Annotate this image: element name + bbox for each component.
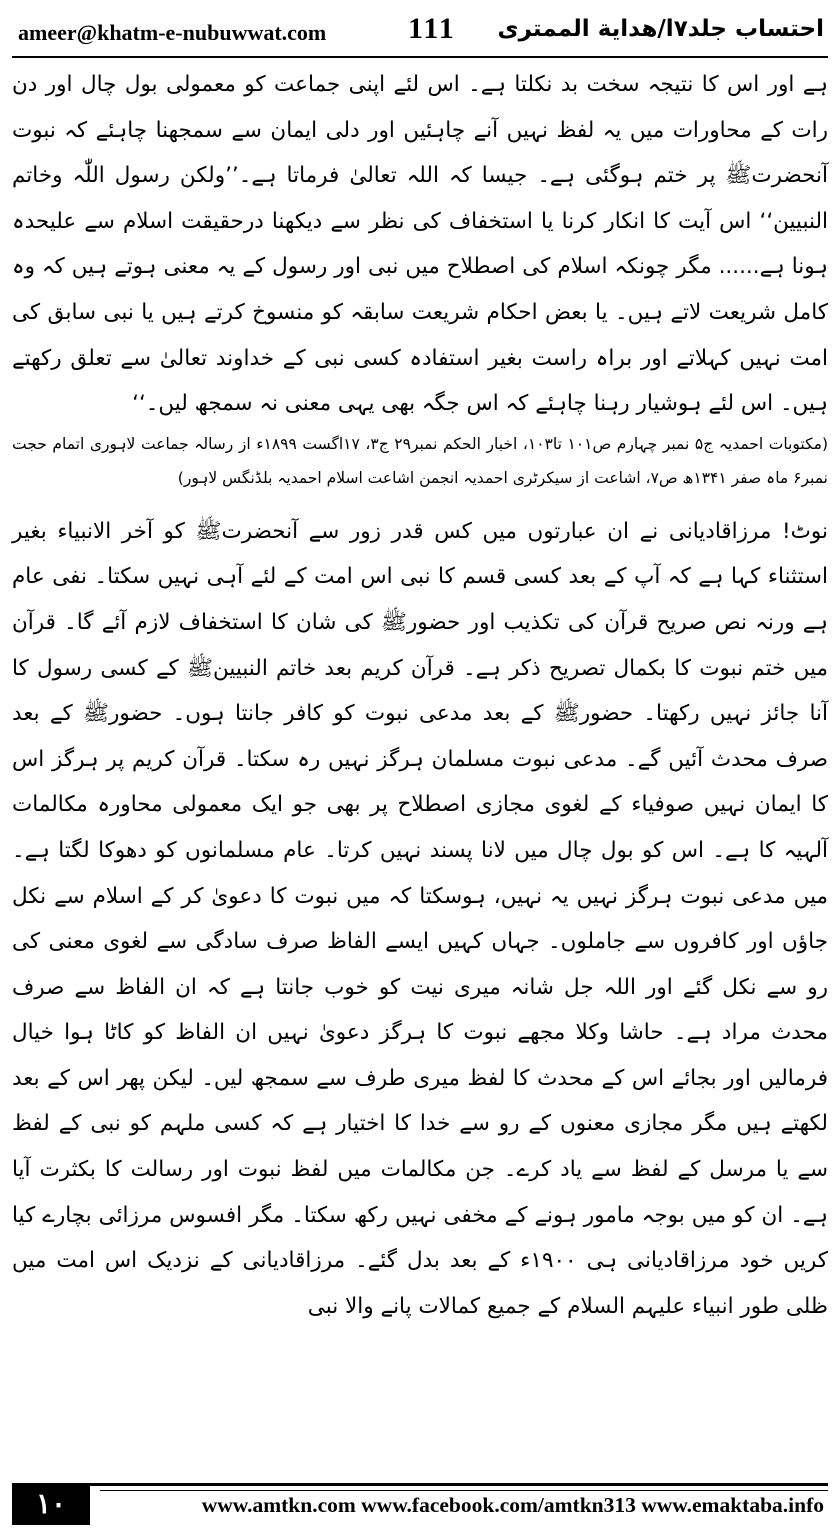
note-paragraph: نوٹ! مرزاقادیانی نے ان عبارتوں میں کس قدر زور سے آنحضرتﷺ کو آخر الانبیاء بغیر استثناء کہا ہے کہ آپ کے بعد کسی قسم کا نبی اس امت کے لئے آہی نہیں سکتا۔ نفی عام ہے ورنہ نص صریح قرآن کی تکذیب اور حضورﷺ کی شان کا استخفاف لازم آئے گا۔ قرآن میں ختم نبوت کا بکمال تصریح ذکر ہے۔ قرآن کریم بعد خاتم النبیینﷺ کے کسی رسول کا آنا جائز نہیں رکھتا۔ حضورﷺ کے بعد مدعی نبوت کو کافر جانتا ہوں۔ حضورﷺ کے بعد صرف محدث آئیں گے۔ مدعی نبوت مسلمان ہرگز نہیں رہ سکتا۔ قرآن کریم پر ہرگز اس کا ایمان نہیں صوفیاء کے لغوی مجازی اصطلاح پر بھی جو ایک معمولی محاورہ مکالمات آلہیہ کا ہے۔ اس کو بول چال میں لانا پسند نہیں کرتا۔ عام مسلمانوں کو دھوکا لگتا ہے۔ میں مدعی نبوت ہرگز نہیں یہ نہیں، ہوسکتا کہ میں نبوت کا دعویٰ کر کے اسلام سے نکل جاؤں اور کافروں سے جاملوں۔ جہاں کہیں ایسے الفاظ صرف سادگی سے لغوی معنی کی رو سے نکل گئے اور اللہ جل شانہ میری نیت کو خوب جانتا ہے کہ ان الفاظ سے صرف محدث مراد ہے۔ حاشا وکلا مجھے نبوت کا ہرگز دعویٰ نہیں ان الفاظ کو کاٹا ہوا خیال فرمالیں اور بجائے اس کے محدث کا لفظ میری طرف سے سمجھ لیں۔ لیکن پھر اس کے بعد لکھتے ہیں مگر مجازی معنوں کے رو سے خدا کا اختیار ہے کہ کسی ملہم کو نبی کے لفظ سے یا مرسل کے لفظ سے یاد کرے۔ جن مکالمات میں لفظ نبوت اور رسالت کا بکثرت آیا ہے۔ ان کو میں بوجہ مامور ہونے کے مخفی نہیں رکھ سکتا۔ مگر افسوس مرزائی بچارے کیا کریں خود مرزاقادیانی ہی ۱۹۰۰ء کے بعد بدل گئے۔ مرزاقادیانی کے نزدیک اس امت میں ظلی طور انبیاء علیہم السلام کے جمیع کمالات پانے والا نبی [12,518,829,1319]
header-email: ameer@khatm-e-nubuwwat.com [18,20,327,45]
header-page-number: 111 [408,12,456,45]
page-header [12,8,828,54]
footer-divider-thin [100,1490,828,1491]
footer-page-badge: ۱۰ [12,1485,90,1525]
page-body [12,62,828,1329]
footer-website-links: www.amtkn.com www.facebook.com/amtkn313 www.emaktaba.info [201,1493,824,1517]
quoted-paragraph: ہے اور اس کا نتیجہ سخت بد نکلتا ہے۔ اس لئے اپنی جماعت کو معمولی بول چال اور دن رات کے محاورات میں یہ لفظ نہیں آنے چاہئیں اور دلی ایمان سے سمجھنا چاہئے کہ نبوت آنحضرتﷺ پر ختم ہوگئی ہے۔ جیسا کہ اللہ تعالیٰ فرماتا ہے۔’’ولکن رسول اللّٰہ وخاتم النبیین‘‘ اس آیت کا انکار کرنا یا استخفاف کی نظر سے دیکھنا درحقیقت اسلام سے علیحدہ ہونا ہے...... مگر چونکہ اسلام کی اصطلاح میں نبی اور رسول کے یہ معنی ہوتے ہیں کہ وہ کامل شریعت لاتے ہیں۔ یا بعض احکام شریعت سابقہ کو منسوخ کرتے ہیں یا نبی سابق کی امت نہیں کہلاتے اور براہ راست بغیر استفادہ کسی نبی کے خداوند تعالیٰ سے تعلق رکھتے ہیں۔ اس لئے ہوشیار رہنا چاہئے کہ اس جگہ بھی یہی معنی نہ سمجھ لیں۔‘‘ [12,72,828,417]
footer-divider [12,1483,828,1486]
header-divider [12,56,828,58]
page-footer [12,1483,828,1531]
reference-citation: (مکتوبات احمدیہ ج۵ نمبر چہارم ص۱۰۱ تا۱۰۳، اخبار الحکم نمبر۲۹ ج۳، ۱۷اگست ۱۸۹۹ء از رسالہ جماعت لاہوری اتمام حجت نمبر۶ ماہ صفر ۱۳۴۱ھ ص۷، اشاعت از سیکرٹری احمدیہ انجمن اشاعت اسلام احمدیہ بلڈنگس لاہور) [12,434,828,487]
header-book-title: احتساب جلد۷ا/ھدایة الممتری [497,16,824,42]
